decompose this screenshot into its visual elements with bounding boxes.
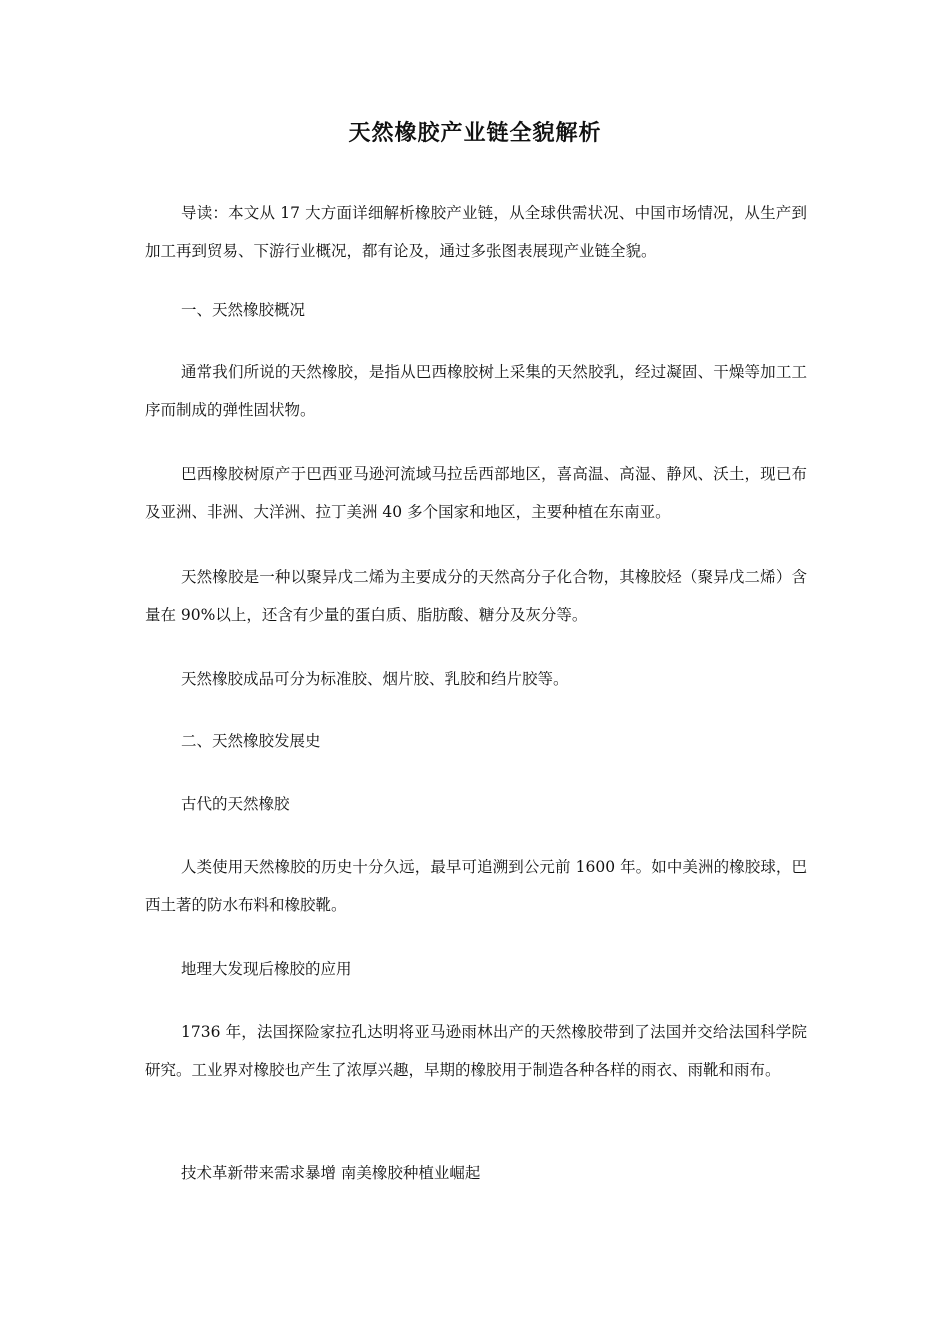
section-heading-history: 二、天然橡胶发展史 xyxy=(181,732,321,750)
paragraph-composition: 天然橡胶是一种以聚异戊二烯为主要成分的天然高分子化合物，其橡胶烃（聚异戊二烯）含量在 90%以上，还含有少量的蛋白质、脂肪酸、糖分及灰分等。 xyxy=(145,568,807,624)
section-heading-overview: 一、天然橡胶概况 xyxy=(181,301,306,319)
paragraph-ancient-history: 人类使用天然橡胶的历史十分久远，最早可追溯到公元前 1600 年。如中美洲的橡胶球，巴西土著的防水布料和橡胶靴。 xyxy=(145,858,807,914)
subheading-ancient: 古代的天然橡胶 xyxy=(181,795,290,813)
paragraph-origin: 巴西橡胶树原产于巴西亚马逊河流域马拉岳西部地区，喜高温、高湿、静风、沃土，现已布及亚洲、非洲、大洋洲、拉丁美洲 40 多个国家和地区，主要种植在东南亚。 xyxy=(145,465,807,521)
paragraph-discovery: 1736 年，法国探险家拉孔达明将亚马逊雨林出产的天然橡胶带到了法国并交给法国科学院研究。工业界对橡胶也产生了浓厚兴趣，早期的橡胶用于制造各种各样的雨衣、雨靴和雨布。 xyxy=(145,1023,807,1079)
document-title: 天然橡胶产业链全貌解析 xyxy=(348,121,602,146)
subheading-discovery: 地理大发现后橡胶的应用 xyxy=(181,960,352,978)
subheading-innovation: 技术革新带来需求暴增 南美橡胶种植业崛起 xyxy=(181,1164,481,1182)
intro-paragraph: 导读：本文从 17 大方面详细解析橡胶产业链，从全球供需状况、中国市场情况，从生产到加工再到贸易、下游行业概况，都有论及，通过多张图表展现产业链全貌。 xyxy=(145,204,807,260)
paragraph-definition: 通常我们所说的天然橡胶，是指从巴西橡胶树上采集的天然胶乳，经过凝固、干燥等加工工序而制成的弹性固状物。 xyxy=(145,363,807,419)
paragraph-products: 天然橡胶成品可分为标准胶、烟片胶、乳胶和绉片胶等。 xyxy=(181,670,569,688)
